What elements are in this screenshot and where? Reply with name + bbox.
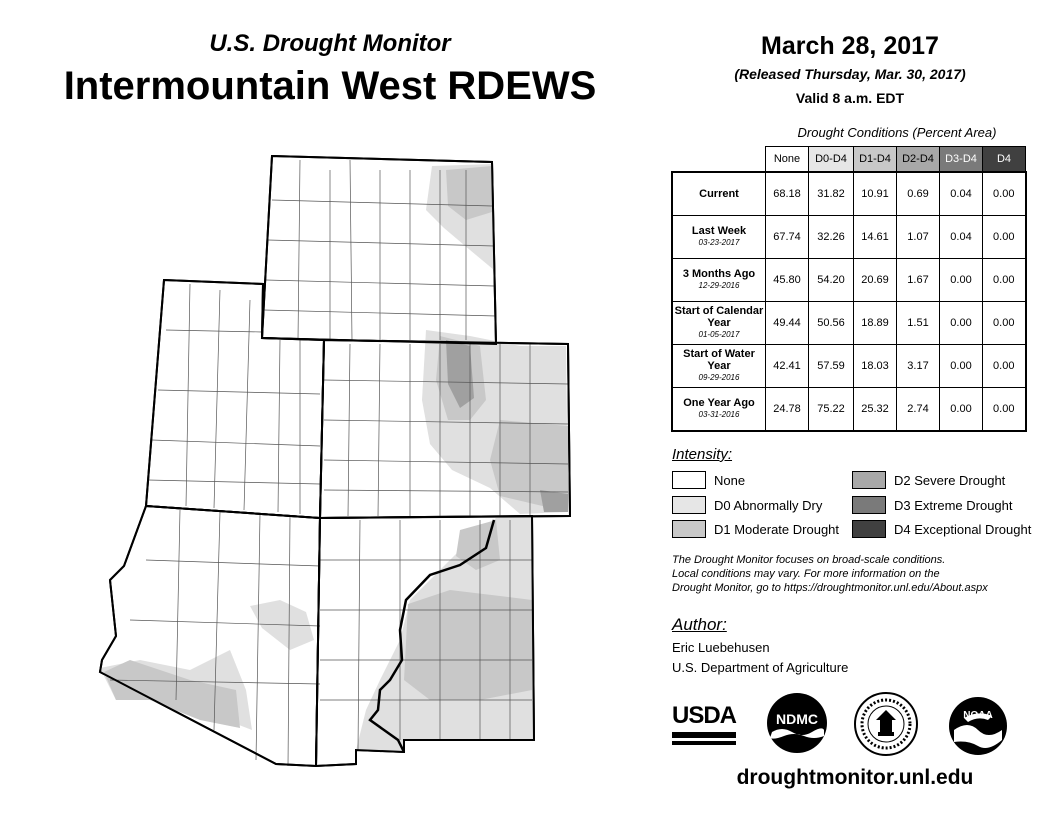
table-cell: 20.69	[854, 259, 897, 302]
table-cell: 1.51	[897, 302, 940, 345]
d1-area	[404, 590, 532, 700]
table-cell: 0.00	[983, 172, 1026, 216]
note-line: The Drought Monitor focuses on broad-scale conditions.	[672, 554, 946, 566]
author-organization: U.S. Department of Agriculture	[672, 660, 849, 675]
noaa-logo	[948, 696, 1008, 756]
note-line: Drought Monitor, go to https://droughtmonitor.unl.edu/About.aspx	[672, 582, 988, 594]
table-cell: 0.04	[940, 172, 983, 216]
table-cell: 57.59	[809, 345, 854, 388]
table-cell: 0.00	[983, 388, 1026, 432]
table-cell: 0.00	[940, 388, 983, 432]
table-cell: 67.74	[766, 216, 809, 259]
row-label: 3 Months Ago 12-29-2016	[672, 259, 766, 302]
usda-logo-stripe	[672, 732, 736, 738]
table-caption: Drought Conditions (Percent Area)	[797, 125, 997, 140]
table-cell: 0.00	[983, 216, 1026, 259]
table-cell: 18.03	[854, 345, 897, 388]
column-header: D4	[983, 147, 1026, 173]
table-cell: 49.44	[766, 302, 809, 345]
release-date: (Released Thursday, Mar. 30, 2017)	[734, 66, 966, 82]
legend-title: Intensity:	[672, 446, 733, 463]
legend-label: D1 Moderate Drought	[714, 521, 840, 537]
legend-swatch	[852, 520, 886, 538]
row-label: Start of Calendar Year 01-05-2017	[672, 302, 766, 345]
table-row	[672, 259, 1026, 302]
row-date: 01-05-2017	[698, 330, 740, 339]
map-date: March 28, 2017	[761, 32, 939, 60]
legend-swatch	[672, 471, 706, 489]
drought-monitor-note	[672, 553, 1032, 595]
column-header: D2-D4	[897, 147, 940, 173]
row-label: Last Week 03-23-2017	[672, 216, 766, 259]
table-cell: 25.32	[854, 388, 897, 432]
legend-swatch	[672, 496, 706, 514]
table-cell: 1.67	[897, 259, 940, 302]
table-cell: 3.17	[897, 345, 940, 388]
map-title: Intermountain West RDEWS	[63, 64, 597, 108]
author-heading: Author:	[672, 615, 727, 634]
table-corner	[672, 147, 766, 173]
row-date: 09-29-2016	[698, 373, 740, 382]
table-cell: 42.41	[766, 345, 809, 388]
usda-logo-stripe	[672, 741, 736, 745]
table-cell: 0.69	[897, 172, 940, 216]
table-header-row	[672, 147, 1026, 173]
drought-map	[90, 150, 580, 770]
table-cell: 18.89	[854, 302, 897, 345]
noaa-logo-text: NOAA	[963, 710, 993, 721]
column-header: None	[766, 147, 809, 173]
table-cell: 32.26	[809, 216, 854, 259]
table-row	[672, 172, 1026, 216]
table-cell: 0.00	[983, 259, 1026, 302]
table-cell: 14.61	[854, 216, 897, 259]
table-row	[672, 345, 1026, 388]
table-cell: 24.78	[766, 388, 809, 432]
legend-swatch	[852, 496, 886, 514]
legend-label: None	[714, 472, 746, 488]
row-label: Current	[672, 172, 766, 216]
drought-conditions-table	[671, 146, 1027, 432]
legend-item-d2	[852, 471, 1005, 489]
table-cell: 0.00	[940, 345, 983, 388]
ndmc-logo	[766, 692, 828, 754]
table-cell: 10.91	[854, 172, 897, 216]
usda-logo	[672, 702, 738, 750]
table-cell: 0.00	[940, 259, 983, 302]
map-subtitle: U.S. Drought Monitor	[209, 30, 451, 57]
column-header: D3-D4	[940, 147, 983, 173]
website-url[interactable]: droughtmonitor.unl.edu	[736, 766, 974, 789]
row-date: 03-31-2016	[698, 410, 740, 419]
legend-swatch	[852, 471, 886, 489]
table-row	[672, 216, 1026, 259]
row-date: 12-29-2016	[698, 281, 740, 290]
commerce-seal-logo	[854, 692, 918, 756]
row-date: 03-23-2017	[698, 238, 740, 247]
table-cell: 45.80	[766, 259, 809, 302]
table-row	[672, 388, 1026, 432]
table-cell: 75.22	[809, 388, 854, 432]
table-cell: 0.00	[940, 302, 983, 345]
table-row	[672, 302, 1026, 345]
legend-item-d3	[852, 496, 1013, 514]
column-header: D1-D4	[854, 147, 897, 173]
row-label: One Year Ago 03-31-2016	[672, 388, 766, 432]
legend-label: D3 Extreme Drought	[894, 497, 1013, 513]
table-cell: 0.00	[983, 345, 1026, 388]
author-name: Eric Luebehusen	[672, 640, 770, 655]
legend-item-d0	[672, 496, 822, 514]
legend-label: D4 Exceptional Drought	[894, 521, 1032, 537]
valid-time: Valid 8 a.m. EDT	[795, 90, 905, 106]
table-cell: 54.20	[809, 259, 854, 302]
usda-logo-text: USDA	[672, 702, 737, 729]
legend-item-d1	[672, 520, 839, 538]
legend-item-d4	[852, 520, 1031, 538]
table-cell: 31.82	[809, 172, 854, 216]
legend-swatch	[672, 520, 706, 538]
note-line: Local conditions may vary. For more information on the	[672, 568, 940, 580]
column-header: D0-D4	[809, 147, 854, 173]
table-cell: 1.07	[897, 216, 940, 259]
table-cell: 0.00	[983, 302, 1026, 345]
table-cell: 2.74	[897, 388, 940, 432]
ndmc-logo-text: NDMC	[776, 711, 818, 727]
legend-item-none	[672, 471, 745, 489]
legend-label: D0 Abnormally Dry	[714, 497, 823, 513]
table-cell: 50.56	[809, 302, 854, 345]
legend-label: D2 Severe Drought	[894, 472, 1006, 488]
row-label: Start of Water Year 09-29-2016	[672, 345, 766, 388]
table-cell: 68.18	[766, 172, 809, 216]
table-cell: 0.04	[940, 216, 983, 259]
